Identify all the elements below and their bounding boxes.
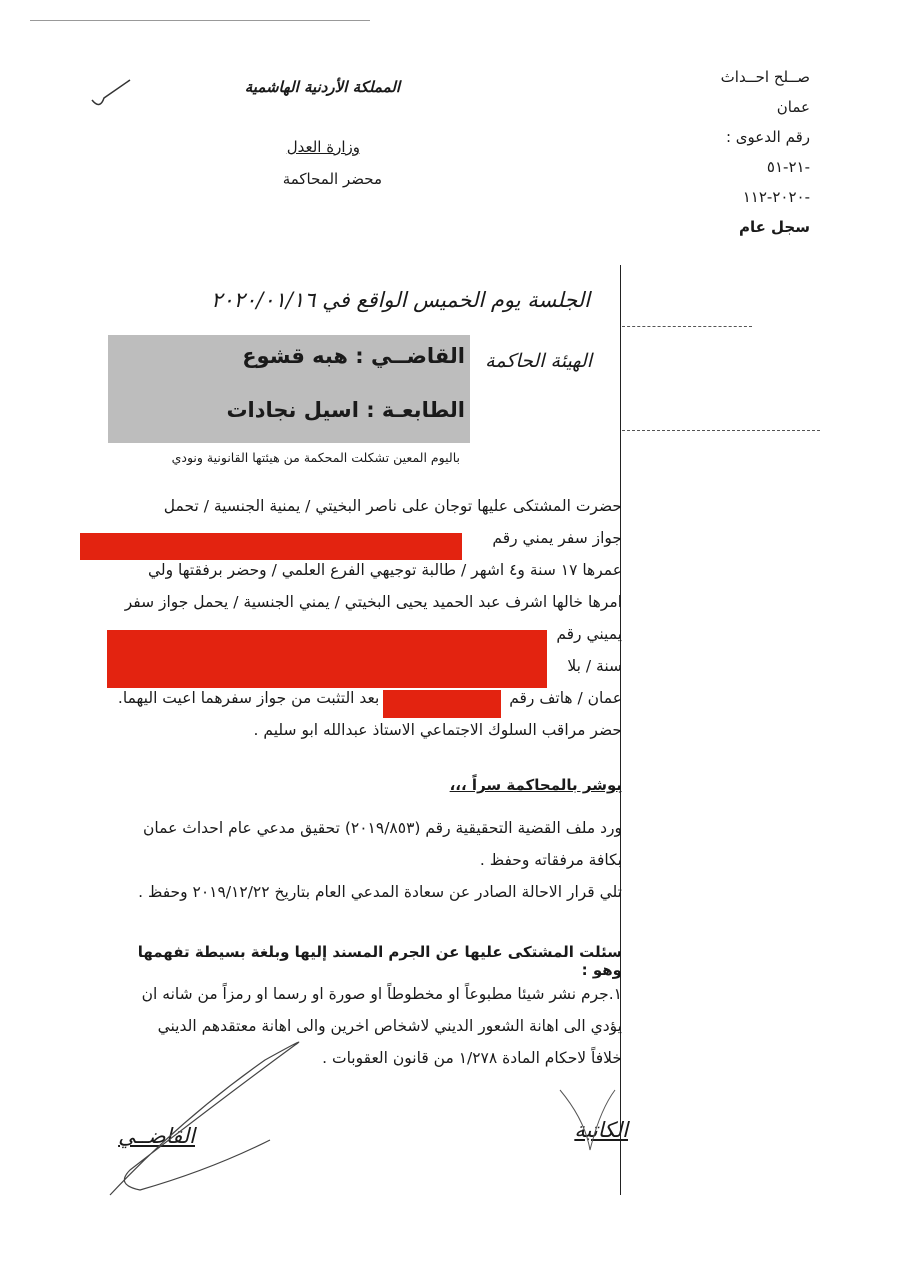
tick-mark — [92, 80, 130, 105]
redaction-personal-details — [107, 630, 547, 688]
phone-label: عمان / هاتف رقم — [509, 689, 622, 707]
session-line: الجلسة يوم الخميس الواقع في ٢٠٢٠/٠١/١٦ — [211, 288, 590, 312]
clerk-signature-label: الكاتبة — [574, 1118, 628, 1142]
court-name: صــلح احــداث — [720, 68, 810, 86]
charge-line-1: ١.جرم نشر شيئا مطبوعاً او مخطوطاً او صورة او رسما او رمزاً من شانه ان — [141, 985, 622, 1003]
case-number-label: رقم الدعوى : — [725, 128, 810, 146]
file-line-3: تلي قرار الاحالة الصادر عن سعادة المدعي العام بتاريخ ٢٠١٩/١٢/٢٢ وحفظ . — [138, 883, 622, 901]
attendance-line-4: امرها خالها اشرف عبد الحميد يحيى البخيتي / يمني الجنسية / يحمل جواز سفر — [124, 593, 622, 611]
judge-signature-label: القاضــي — [118, 1124, 195, 1148]
charge-line-2: يؤدي الى اهانة الشعور الديني لاشخاص اخرين والى اهانة معتقدهم الديني — [157, 1017, 622, 1035]
court-info — [680, 62, 810, 242]
attendance-line-3: عمرها ١٧ سنة و٤ اشهر / طالبة توجيهي الفرع العلمي / وحضر برفقتها ولي — [147, 561, 622, 579]
record-title: محضر المحاكمة — [282, 170, 382, 188]
attendance-line-1: حضرت المشتكى عليها توجان على ناصر البخيتي / يمنية الجنسية / تحمل — [163, 497, 622, 515]
charge-paragraph — [107, 978, 622, 1074]
court-city: عمان — [776, 98, 810, 116]
top-rule — [30, 20, 370, 21]
register-type: سجل عام — [738, 218, 810, 236]
judge-name: القاضــي : هبه قشوع — [242, 344, 465, 368]
typist-name: الطابعـة : اسيل نجادات — [226, 398, 465, 422]
secret-trial-heading: بوشر بالمحاكمة سراً ،،، — [449, 776, 622, 794]
dotted-guide-2 — [622, 430, 820, 431]
attendance-line-5: يميني رقم — [556, 625, 622, 643]
ministry-name: وزارة العدل — [286, 138, 360, 156]
attendance-line-2: جواز سفر يمني رقم — [492, 529, 622, 547]
case-number-2: -٢٠٢٠-١١٢ — [742, 188, 810, 206]
dotted-guide-1 — [622, 326, 752, 327]
attendance-line-8: حضر مراقب السلوك الاجتماعي الاستاذ عبدالله ابو سليم . — [253, 721, 622, 739]
file-paragraph — [107, 812, 622, 908]
kingdom-title: المملكة الأردنية الهاشمية — [244, 78, 400, 96]
attendance-line-6: سنة / بلا — [567, 657, 622, 675]
redaction-phone — [383, 690, 501, 718]
case-number-1: -٢١-٥١ — [766, 158, 810, 176]
redaction-passport-1 — [80, 533, 462, 560]
convened-line: باليوم المعين تشكلت المحكمة من هيئتها القانونية ونودي — [171, 450, 460, 465]
panel-label: الهيئة الحاكمة — [485, 350, 592, 372]
charge-heading: سئلت المشتكى عليها عن الجرم المسند إليها وبلغة بسيطة تفهمها وهو : — [137, 943, 622, 979]
attendance-paragraph — [107, 490, 622, 746]
file-line-2: بكافة مرفقاته وحفظ . — [479, 851, 622, 869]
passport-verified: بعد التثبت من جواز سفرهما اعيت اليهما. — [117, 689, 380, 707]
file-line-1: ورد ملف القضية التحقيقية رقم (٢٠١٩/٨٥٣) تحقيق مدعي عام احداث عمان — [143, 819, 622, 837]
charge-line-3: خلافاً لاحكام المادة ١/٢٧٨ من قانون العقوبات . — [322, 1049, 622, 1067]
